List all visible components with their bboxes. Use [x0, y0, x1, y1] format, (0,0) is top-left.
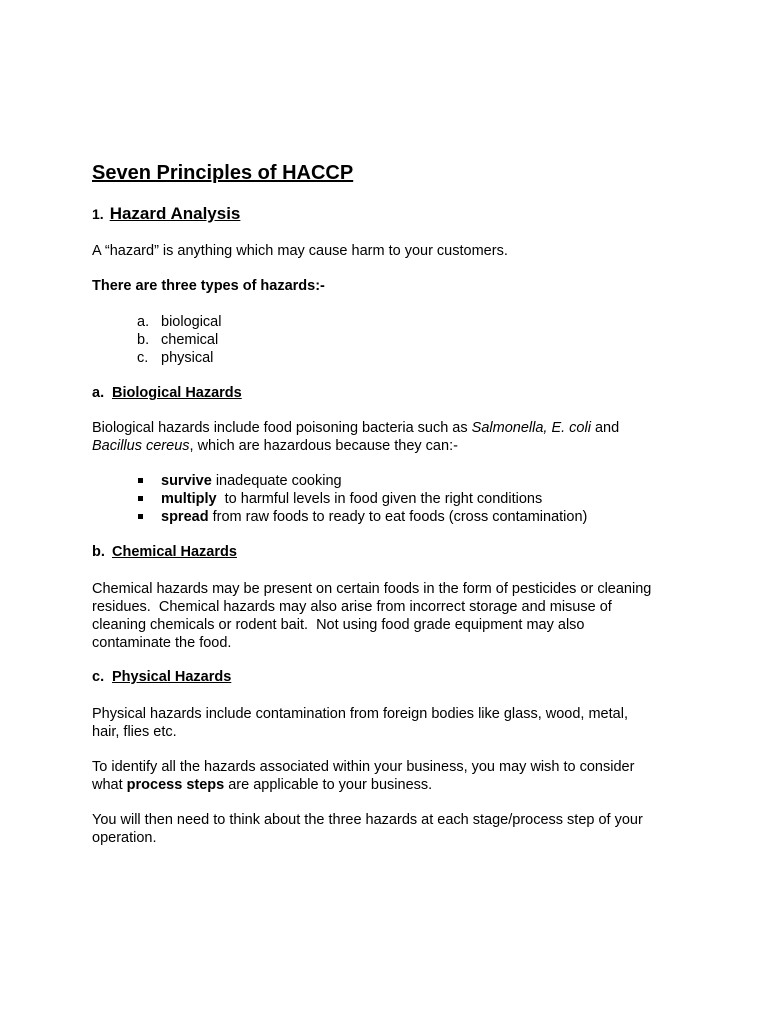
document-title: Seven Principles of HACCP: [92, 162, 354, 184]
section-heading-hazard-analysis: [92, 203, 240, 225]
biological-bullets: [137, 472, 587, 526]
hazard-types-list: [137, 313, 221, 367]
biological-description: Biological hazards include food poisoning bacteria such as Salmonella, E. coli and Bacillus cereus, which are hazardous because they can:-: [92, 420, 620, 454]
list-item: a. biological: [137, 314, 222, 330]
list-item: spread from raw foods to ready to eat foods (cross contamination): [137, 508, 587, 526]
section-number: 1.: [92, 206, 104, 222]
bullet-square-icon: [138, 478, 143, 483]
hazard-definition: A “hazard” is anything which may cause harm to your customers.: [92, 243, 508, 259]
section-title: Hazard Analysis: [109, 204, 241, 223]
list-item: c. physical: [137, 350, 214, 366]
hazard-types-heading: There are three types of hazards:-: [92, 278, 325, 294]
chemical-description: Chemical hazards may be present on certain foods in the form of pesticides or cleaning residues. Chemical hazards may also arise from incorrect storage and misuse of cleaning chemicals or rodent bait. Not using food grade equipment may also contaminate the food.: [92, 581, 652, 651]
subheading-physical: c. Physical Hazards: [92, 669, 232, 685]
physical-description: Physical hazards include contamination from foreign bodies like glass, wood, metal, hair, flies etc.: [92, 706, 628, 740]
list-item: b. chemical: [137, 332, 219, 348]
bullet-square-icon: [138, 496, 143, 501]
closing-paragraph: You will then need to think about the three hazards at each stage/process step of your operation.: [92, 812, 643, 846]
subheading-biological: a. Biological Hazards: [92, 385, 242, 401]
identify-paragraph: To identify all the hazards associated within your business, you may wish to consider what process steps are applicable to your business.: [92, 759, 635, 793]
bullet-square-icon: [138, 514, 143, 519]
subheading-chemical: b. Chemical Hazards: [92, 544, 237, 560]
list-item: multiply to harmful levels in food given the right conditions: [137, 490, 587, 508]
list-item: survive inadequate cooking: [137, 472, 587, 490]
